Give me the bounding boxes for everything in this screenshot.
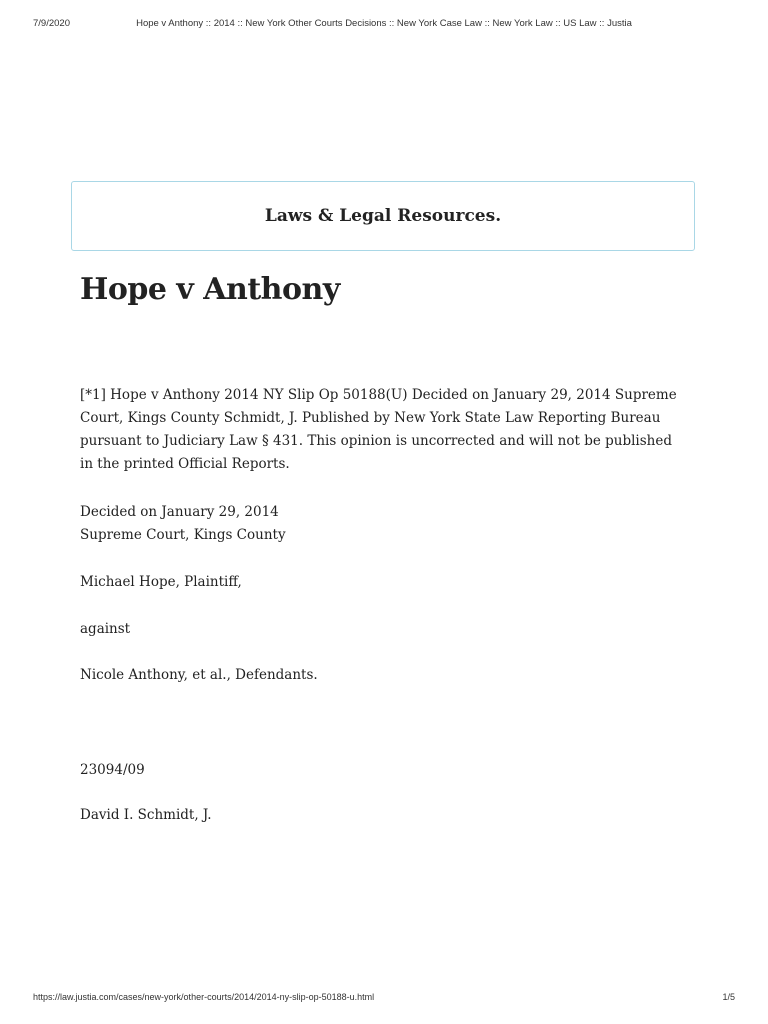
defendants-line [80, 664, 680, 687]
index-number [80, 759, 680, 782]
against-text: against [80, 621, 131, 637]
banner-text: Laws & Legal Resources. [264, 206, 502, 226]
print-page-title: Hope v Anthony :: 2014 :: New York Other Courts Decisions :: New York Case Law :: New York Law :: US Law :: Justia [136, 18, 632, 29]
court-name [80, 524, 680, 547]
decided-text: Decided on January 29, 2014 [80, 504, 279, 520]
print-footer [33, 992, 735, 1006]
index-number-text: 23094/09 [80, 762, 145, 778]
decided-date [80, 501, 680, 524]
judge-text: David I. Schmidt, J. [80, 807, 212, 823]
intro-text: [*1] Hope v Anthony 2014 NY Slip Op 50188(U) Decided on January 29, 2014 Supreme Court, Kings County Schmidt, J. Published by New York State Law Reporting Bureau pursuant to Judiciary Law § 431. This opinion is uncorrected and will not be published in the printed Official Reports. [80, 387, 677, 472]
case-intro-paragraph [80, 384, 680, 476]
case-title: Hope v Anthony [80, 272, 340, 307]
against-line [80, 618, 680, 641]
plaintiff-line [80, 571, 680, 594]
print-date: 7/9/2020 [33, 18, 70, 29]
page-url[interactable]: https://law.justia.com/cases/new-york/other-courts/2014/2014-ny-slip-op-50188-u.html [33, 992, 375, 1002]
page-number: 1/5 [722, 992, 735, 1002]
court-text: Supreme Court, Kings County [80, 527, 286, 543]
defendants-text: Nicole Anthony, et al., Defendants. [80, 667, 318, 683]
plaintiff-text: Michael Hope, Plaintiff, [80, 574, 242, 590]
legal-resources-banner[interactable] [71, 181, 695, 251]
judge-name [80, 804, 680, 827]
print-header [33, 18, 735, 32]
